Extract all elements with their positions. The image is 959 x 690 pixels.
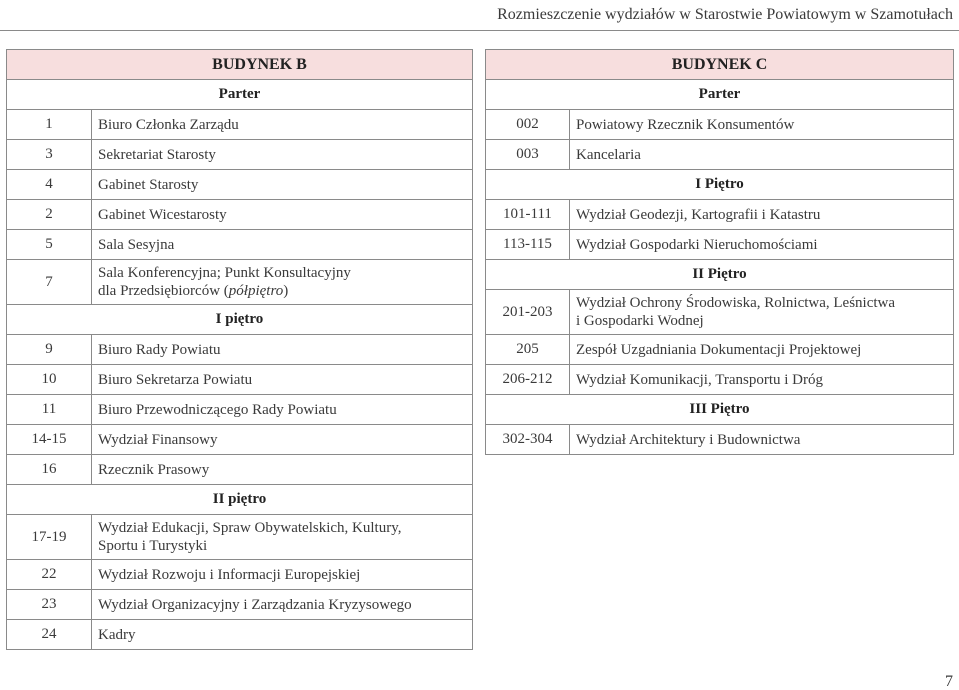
room-number: 5 bbox=[7, 230, 92, 260]
room-name: Sekretariat Starosty bbox=[92, 140, 473, 170]
table-row bbox=[7, 560, 473, 590]
table-row bbox=[7, 260, 473, 305]
room-name: Wydział Organizacyjny i Zarządzania Kryzysowego bbox=[92, 590, 473, 620]
floor-label: Parter bbox=[486, 80, 954, 110]
floor-row bbox=[7, 305, 473, 335]
floor-row bbox=[7, 485, 473, 515]
room-name bbox=[570, 290, 954, 335]
page-header-title: Rozmieszczenie wydziałów w Starostwie Powiatowym w Szamotułach bbox=[497, 6, 953, 23]
table-row bbox=[7, 335, 473, 365]
table-row bbox=[486, 140, 954, 170]
room-number: 23 bbox=[7, 590, 92, 620]
room-number: 16 bbox=[7, 455, 92, 485]
room-number: 302-304 bbox=[486, 425, 570, 455]
room-name-note: półpiętro bbox=[228, 283, 284, 299]
page-number: 7 bbox=[945, 673, 953, 690]
room-number: 003 bbox=[486, 140, 570, 170]
room-name: Biuro Rady Powiatu bbox=[92, 335, 473, 365]
building-c-title: BUDYNEK C bbox=[486, 50, 954, 80]
table-row bbox=[7, 140, 473, 170]
room-number: 14-15 bbox=[7, 425, 92, 455]
table-row bbox=[486, 110, 954, 140]
table-row bbox=[7, 425, 473, 455]
room-name-line2 bbox=[98, 282, 472, 300]
building-c-table bbox=[485, 49, 954, 455]
floor-row bbox=[486, 80, 954, 110]
room-name: Biuro Sekretarza Powiatu bbox=[92, 365, 473, 395]
room-name-line1: Wydział Edukacji, Spraw Obywatelskich, Kultury, bbox=[98, 520, 402, 536]
room-name: Wydział Komunikacji, Transportu i Dróg bbox=[570, 365, 954, 395]
room-number: 113-115 bbox=[486, 230, 570, 260]
room-name bbox=[92, 260, 473, 305]
room-number: 10 bbox=[7, 365, 92, 395]
floor-row bbox=[486, 395, 954, 425]
room-number: 101-111 bbox=[486, 200, 570, 230]
room-name: Gabinet Starosty bbox=[92, 170, 473, 200]
floor-label: II Piętro bbox=[486, 260, 954, 290]
room-number: 24 bbox=[7, 620, 92, 650]
floor-row bbox=[486, 260, 954, 290]
table-row bbox=[7, 200, 473, 230]
room-name-line2: i Gospodarki Wodnej bbox=[576, 313, 704, 329]
room-number: 11 bbox=[7, 395, 92, 425]
room-name: Rzecznik Prasowy bbox=[92, 455, 473, 485]
table-row bbox=[486, 365, 954, 395]
room-number: 22 bbox=[7, 560, 92, 590]
room-name-line2: Sportu i Turystyki bbox=[98, 538, 208, 554]
room-number: 1 bbox=[7, 110, 92, 140]
floor-row bbox=[486, 170, 954, 200]
room-number: 4 bbox=[7, 170, 92, 200]
room-name: Sala Sesyjna bbox=[92, 230, 473, 260]
room-number: 205 bbox=[486, 335, 570, 365]
room-name: Wydział Rozwoju i Informacji Europejskiej bbox=[92, 560, 473, 590]
room-name: Gabinet Wicestarosty bbox=[92, 200, 473, 230]
table-row bbox=[7, 230, 473, 260]
room-number: 2 bbox=[7, 200, 92, 230]
room-name-line1: Wydział Ochrony Środowiska, Rolnictwa, Leśnictwa bbox=[576, 295, 896, 311]
room-name: Zespół Uzgadniania Dokumentacji Projektowej bbox=[570, 335, 954, 365]
room-number: 9 bbox=[7, 335, 92, 365]
table-row bbox=[486, 425, 954, 455]
floor-row bbox=[7, 80, 473, 110]
table-row bbox=[486, 230, 954, 260]
floor-label: III Piętro bbox=[486, 395, 954, 425]
room-name: Wydział Architektury i Budownictwa bbox=[570, 425, 954, 455]
building-c-title-row bbox=[486, 50, 954, 80]
room-name: Wydział Finansowy bbox=[92, 425, 473, 455]
table-row bbox=[7, 590, 473, 620]
room-name bbox=[92, 515, 473, 560]
room-name: Biuro Członka Zarządu bbox=[92, 110, 473, 140]
room-name-line1: Sala Konferencyjna; Punkt Konsultacyjny bbox=[98, 265, 351, 281]
floor-label: II piętro bbox=[7, 485, 473, 515]
page-header bbox=[0, 0, 959, 31]
room-number: 7 bbox=[7, 260, 92, 305]
table-row bbox=[7, 515, 473, 560]
room-name: Wydział Geodezji, Kartografii i Katastru bbox=[570, 200, 954, 230]
room-number: 3 bbox=[7, 140, 92, 170]
room-name: Wydział Gospodarki Nieruchomościami bbox=[570, 230, 954, 260]
table-row bbox=[7, 365, 473, 395]
building-b-title: BUDYNEK B bbox=[7, 50, 473, 80]
room-name: Kadry bbox=[92, 620, 473, 650]
building-b-title-row bbox=[7, 50, 473, 80]
floor-label: Parter bbox=[7, 80, 473, 110]
floor-label: I Piętro bbox=[486, 170, 954, 200]
room-name-line2-end: ) bbox=[283, 283, 289, 299]
room-name: Biuro Przewodniczącego Rady Powiatu bbox=[92, 395, 473, 425]
room-name: Powiatowy Rzecznik Konsumentów bbox=[570, 110, 954, 140]
table-row bbox=[7, 395, 473, 425]
table-row bbox=[486, 335, 954, 365]
room-number: 206-212 bbox=[486, 365, 570, 395]
table-row bbox=[7, 455, 473, 485]
building-b-table bbox=[6, 49, 473, 650]
table-row bbox=[7, 110, 473, 140]
room-name-line2-start: dla Przedsiębiorców ( bbox=[98, 283, 229, 299]
table-row bbox=[7, 170, 473, 200]
room-name: Kancelaria bbox=[570, 140, 954, 170]
room-number: 002 bbox=[486, 110, 570, 140]
table-row bbox=[7, 620, 473, 650]
table-row bbox=[486, 290, 954, 335]
room-number: 201-203 bbox=[486, 290, 570, 335]
table-row bbox=[486, 200, 954, 230]
room-number: 17-19 bbox=[7, 515, 92, 560]
floor-label: I piętro bbox=[7, 305, 473, 335]
